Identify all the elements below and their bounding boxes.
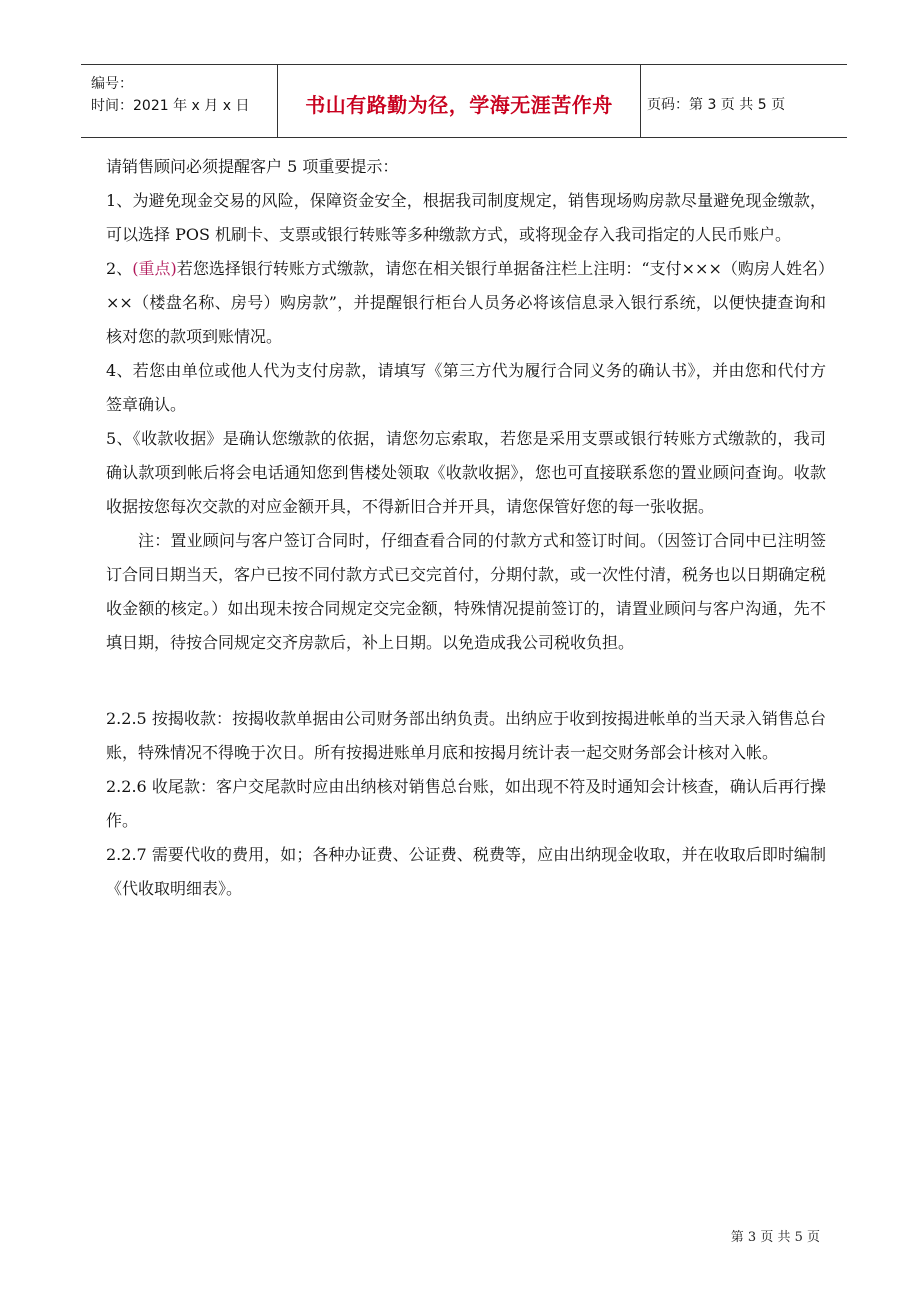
document-date: 时间：2021 年 x 月 x 日 — [91, 98, 250, 114]
section-2-2-7: 2.2.7 需要代收的费用，如；各种办证费、公证费、税费等，应由出纳现金收取，并在收取后即时编制《代收取明细表》。 — [106, 845, 826, 898]
tip-item-2-number: 2、 — [106, 259, 133, 278]
tip-item-2 — [106, 252, 826, 354]
document-number-label: 编号： — [91, 76, 133, 92]
tip-item-4: 4、若您由单位或他人代为支付房款，请填写《第三方代为履行合同义务的确认书》，并由您和代付方签章确认。 — [106, 361, 826, 414]
header-page-info: 页码：第 3 页 共 5 页 — [647, 97, 786, 113]
tip-item-1: 1、为避免现金交易的风险，保障资金安全，根据我司制度规定，销售现场购房款尽量避免现金缴款，可以选择 POS 机刷卡、支票或银行转账等多种缴款方式，或将现金存入我司指定的人民币账户。 — [106, 191, 826, 244]
paragraph-spacer — [106, 660, 826, 702]
section-2-2-6: 2.2.6 收尾款：客户交尾款时应由出纳核对销售总台账，如出现不符及时通知会计核查，确认后再行操作。 — [106, 777, 826, 830]
header-motto: 书山有路勤为径，学海无涯苦作舟 — [305, 93, 613, 117]
intro-paragraph: 请销售顾问必须提醒客户 5 项重要提示： — [106, 157, 399, 176]
page-footer: 第 3 页 共 5 页 — [730, 1230, 820, 1245]
key-point-label: (重点) — [132, 259, 177, 278]
header-motto-cell — [277, 65, 641, 137]
document-header — [81, 64, 847, 138]
document-body — [106, 150, 826, 906]
tip-item-2-text: 若您选择银行转账方式缴款，请您在相关银行单据备注栏上注明：“支付×××（购房人姓名）××（楼盘名称、房号）购房款”，并提醒银行柜台人员务必将该信息录入银行系统，以便快捷查询和核对您的款项到账情况。 — [106, 259, 826, 346]
header-info-cell — [81, 65, 277, 137]
section-2-2-5: 2.2.5 按揭收款：按揭收款单据由公司财务部出纳负责。出纳应于收到按揭进帐单的当天录入销售总台账，特殊情况不得晚于次日。所有按揭进账单月底和按揭月统计表一起交财务部会计核对入帐。 — [106, 709, 826, 762]
header-page-cell — [639, 65, 847, 137]
note-paragraph: 注：置业顾问与客户签订合同时，仔细查看合同的付款方式和签订时间。（因签订合同中已注明签订合同日期当天，客户已按不同付款方式已交完首付，分期付款，或一次性付清，税务也以日期确定税收金额的核定。）如出现未按合同规定交完金额，特殊情况提前签订的，请置业顾问与客户沟通，先不填日期，待按合同规定交齐房款后，补上日期。以免造成我公司税收负担。 — [106, 531, 827, 652]
tip-item-5: 5、《收款收据》是确认您缴款的依据，请您勿忘索取，若您是采用支票或银行转账方式缴款的，我司确认款项到帐后将会电话通知您到售楼处领取《收款收据》，您也可直接联系您的置业顾问查询。收款收据按您每次交款的对应金额开具，不得新旧合并开具，请您保管好您的每一张收据。 — [106, 429, 826, 516]
